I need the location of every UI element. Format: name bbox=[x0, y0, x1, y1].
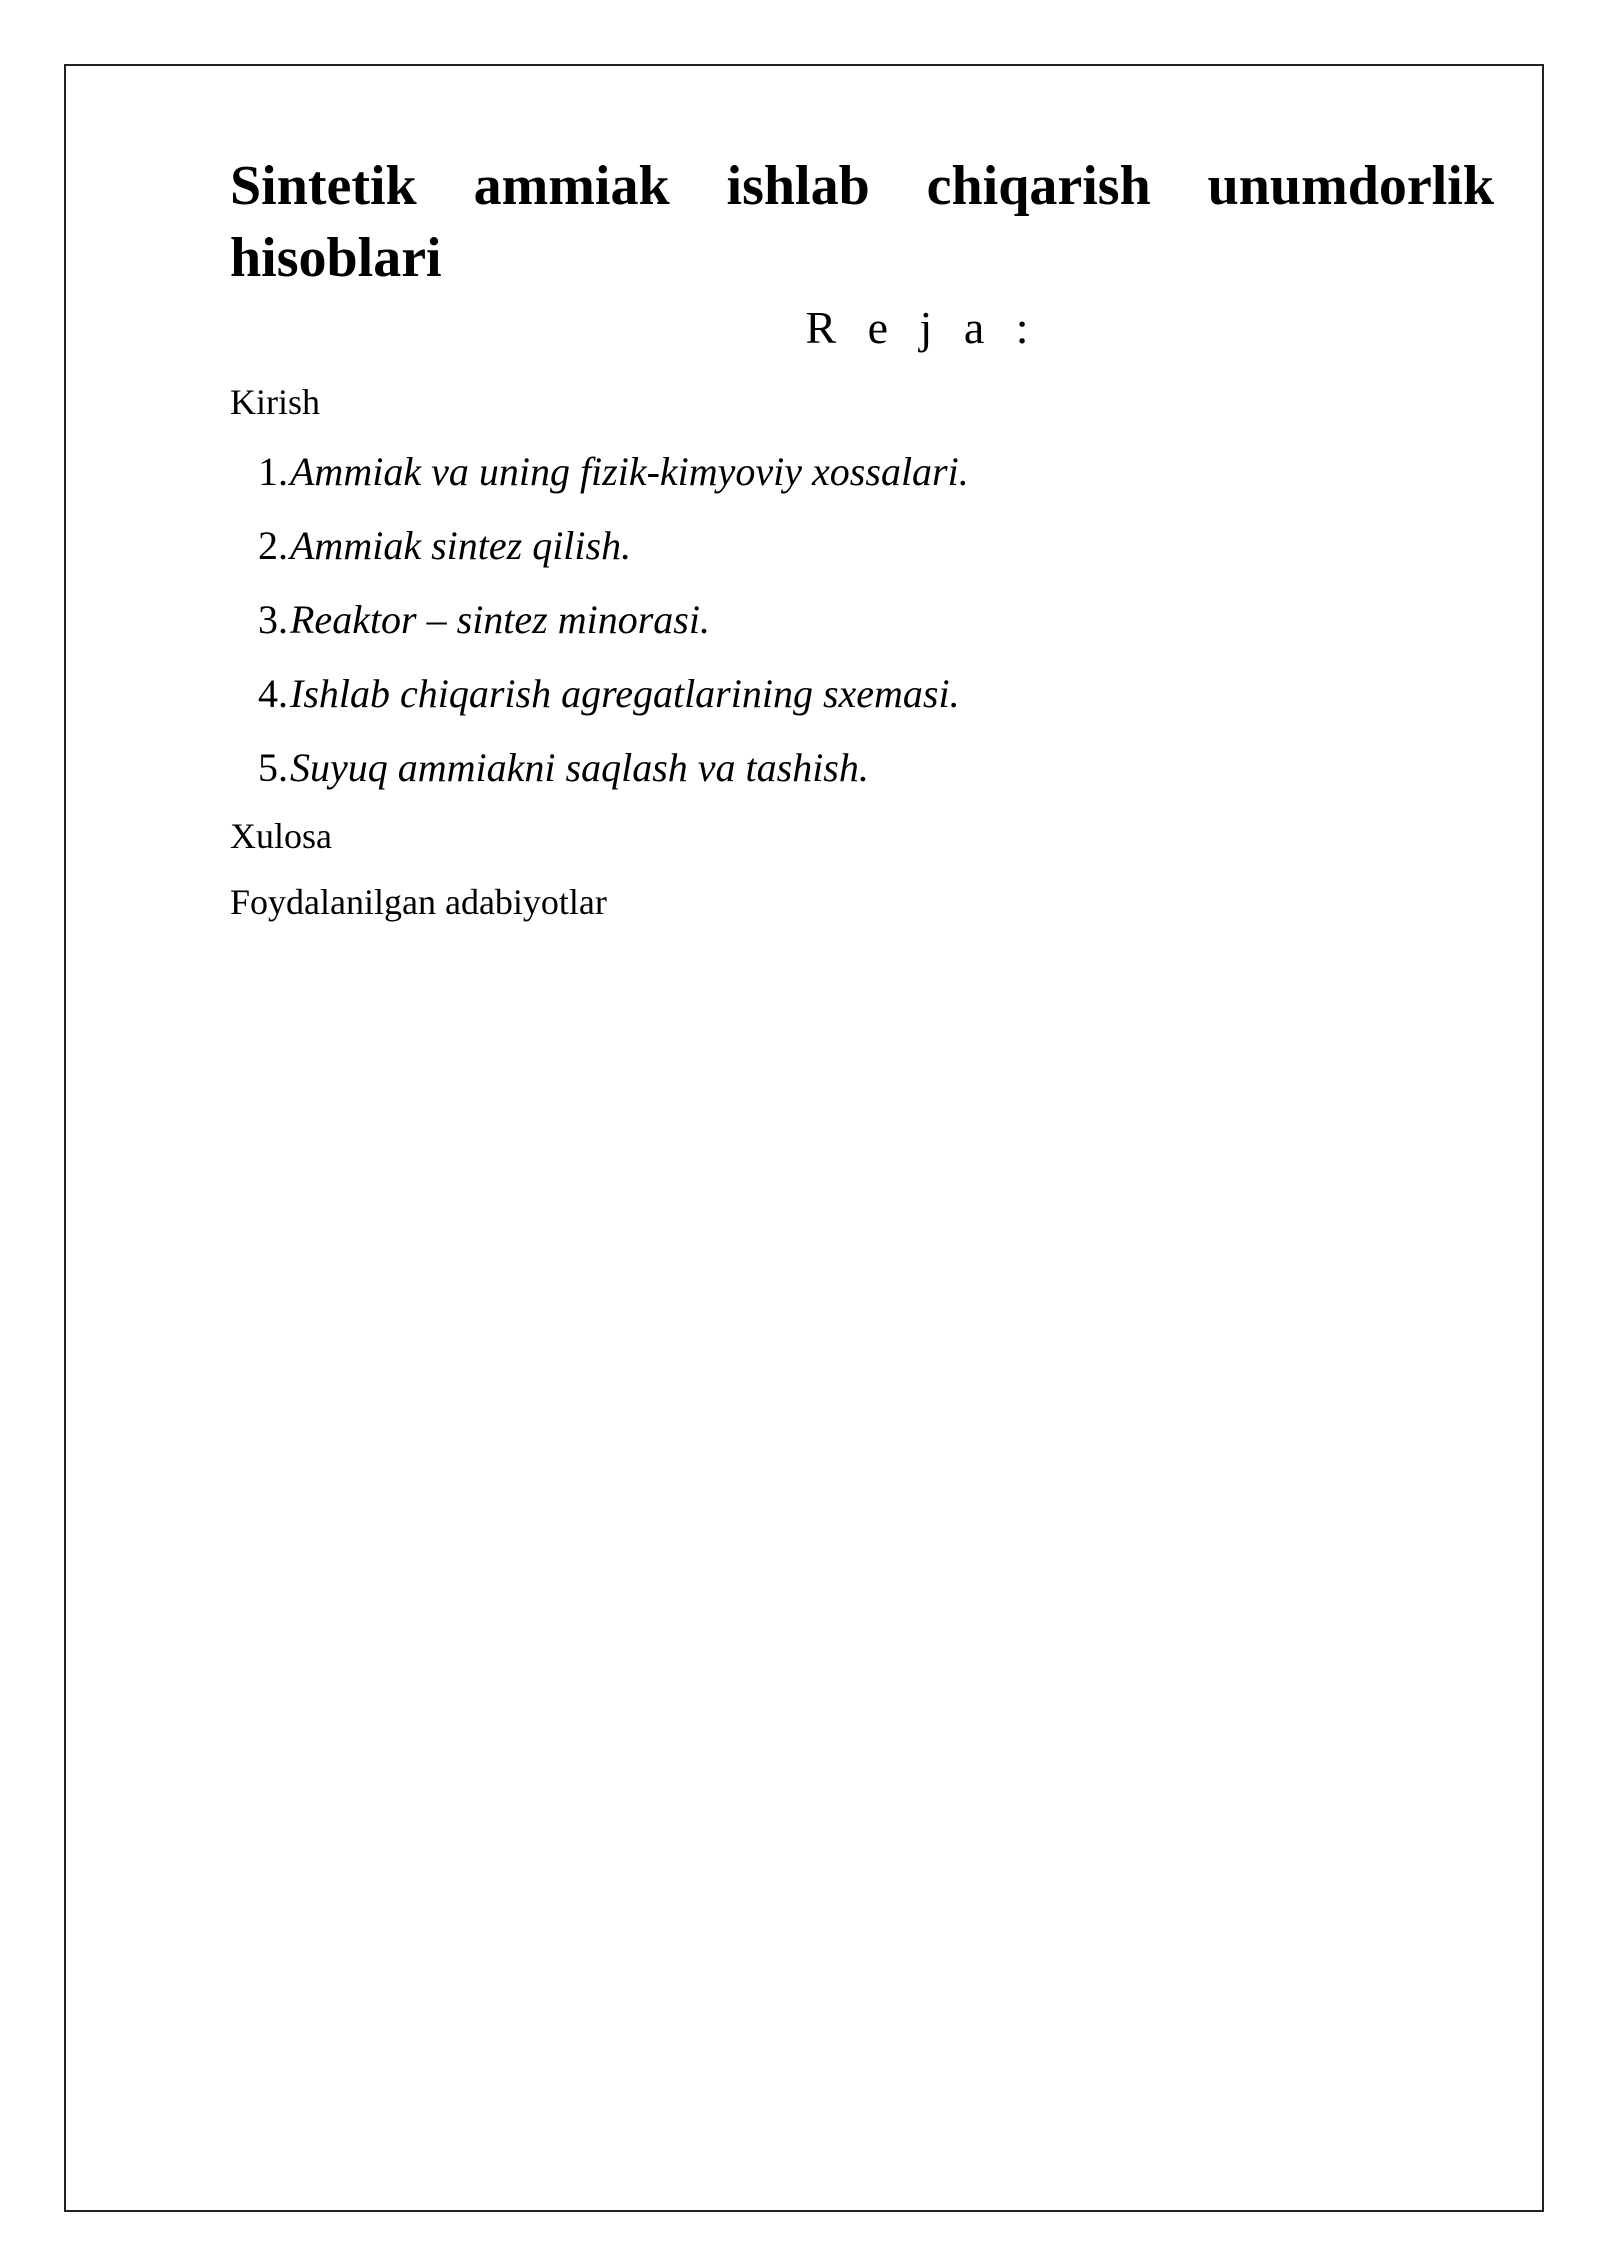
plan-item-text: Ammiak sintez qilish. bbox=[290, 523, 632, 568]
plan-item-number: 2. bbox=[258, 523, 288, 568]
plan-item-text: Reaktor – sintez minorasi. bbox=[290, 597, 710, 642]
references-line: Foydalanilgan adabiyotlar bbox=[230, 882, 607, 922]
plan-item bbox=[230, 444, 1494, 500]
conclusion-line: Xulosa bbox=[230, 816, 332, 856]
plan-item bbox=[230, 592, 1494, 648]
plan-item bbox=[230, 740, 1494, 796]
plan-item-number: 4. bbox=[258, 671, 288, 716]
plan-list bbox=[230, 444, 1494, 796]
intro-line: Kirish bbox=[230, 382, 320, 422]
plan-item-number: 1. bbox=[258, 449, 288, 494]
plan-item-number: 3. bbox=[258, 597, 288, 642]
plan-item-number: 5. bbox=[258, 745, 288, 790]
plan-item bbox=[230, 666, 1494, 722]
plan-item-text: Suyuq ammiakni saqlash va tashish. bbox=[290, 745, 869, 790]
plan-item-text: Ammiak va uning fizik-kimyoviy xossalari. bbox=[290, 449, 969, 494]
document-body bbox=[230, 150, 1494, 924]
plan-item-text: Ishlab chiqarish agregatlarining sxemasi. bbox=[290, 671, 960, 716]
plan-item bbox=[230, 518, 1494, 574]
document-title: Sintetik ammiak ishlab chiqarish unumdorlik hisoblari bbox=[230, 155, 1494, 289]
plan-heading: R e j a : bbox=[805, 302, 1039, 353]
